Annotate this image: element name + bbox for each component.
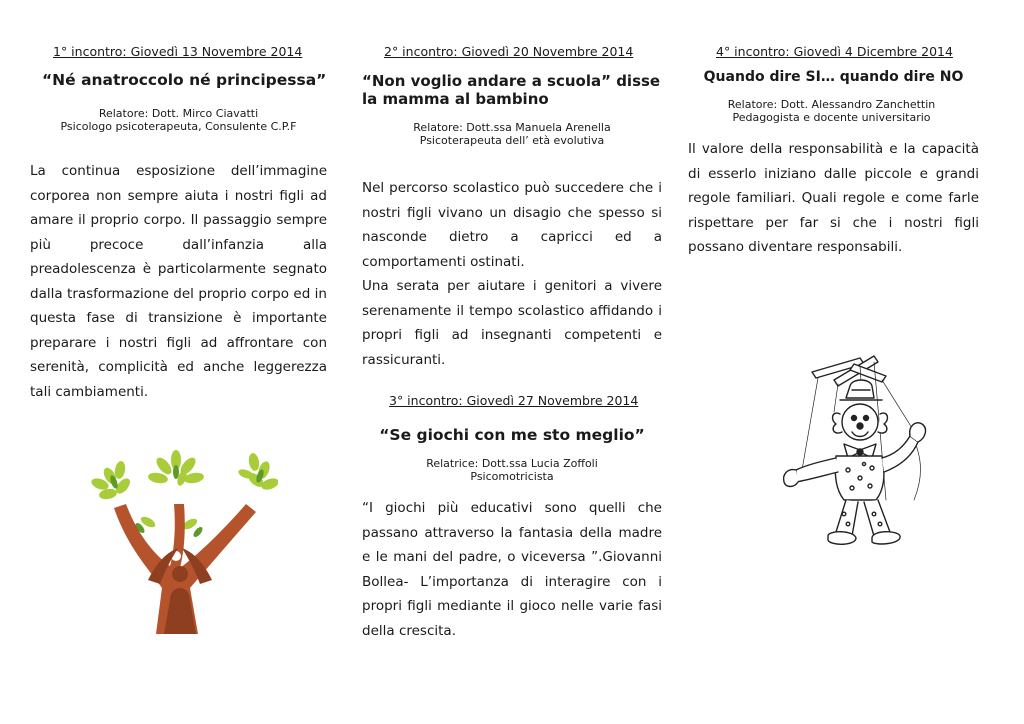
meeting-4-paragraph: Il valore della responsabilità e la capacità di esserlo iniziano dalle piccole e grandi regole familiari. Quali regole e come farle rispettare per far si che i nostri figli possano diventare responsabili. <box>688 141 979 255</box>
meeting-3-speaker-role: Psicomotricista <box>470 470 554 483</box>
meeting-3-paragraph: “I giochi più educativi sono quelli che passano attraverso la fantasia della madre e le mani del padre, o viceversa ”.Giovanni Bollea- L’importanza di interagire con i propri figli mediante il gioco nelle varie fasi della crescita. <box>362 500 662 639</box>
meeting-2-title: “Non voglio andare a scuola” disse la mamma al bambino <box>362 72 661 108</box>
meeting-2-paragraph-1: Nel percorso scolastico può succedere che i nostri figli vivano un disagio che spesso si nasconde dietro a capricci ed a comportamenti ostinati. <box>362 180 662 270</box>
meeting-4-title: Quando dire SI… quando dire NO <box>703 69 964 85</box>
meeting-2-speaker-role: Psicoterapeuta dell’ età evolutiva <box>419 134 605 147</box>
meeting-1-description <box>30 159 327 404</box>
meeting-1-paragraph: La continua esposizione dell’immagine corporea non sempre aiuta i nostri figli ad amare il proprio corpo. Il passaggio sempre più precoce dall’infanzia alla preadolescenza è particolarmente segnato dalla trasformazione del proprio corpo ed in questa fase di transizione è importante preparare i nostri figli ad affrontare con serenità, complicità ed anche leggerezza tali cambiamenti. <box>30 163 327 400</box>
meeting-4-speaker-name: Relatore: Dott. Alessandro Zanchettin <box>727 98 936 111</box>
meeting-4-speaker-role: Pedagogista e docente universitario <box>732 111 931 124</box>
meeting-2-speaker <box>362 121 662 147</box>
clown-marionette-illustration <box>774 350 934 560</box>
meeting-3-description <box>362 496 662 643</box>
meeting-1-speaker-name: Relatore: Dott. Mirco Ciavatti <box>98 107 259 120</box>
meeting-3-date: 3° incontro: Giovedì 27 Novembre 2014 <box>389 393 639 408</box>
meeting-3-speaker-name: Relatrice: Dott.ssa Lucia Zoffoli <box>426 457 598 470</box>
meeting-2-paragraph-2: Una serata per aiutare i genitori a vivere serenamente il tempo scolastico affidando i propri figli ad insegnanti competenti e rassicuranti. <box>362 278 662 368</box>
meeting-3-speaker <box>362 457 662 483</box>
meeting-1-speaker-role: Psicologo psicoterapeuta, Consulente C.P.F <box>60 120 297 133</box>
meeting-4-speaker <box>688 98 975 124</box>
meeting-1-date: 1° incontro: Giovedì 13 Novembre 2014 <box>53 44 303 59</box>
meeting-3-title: “Se giochi con me sto meglio” <box>379 426 645 444</box>
meeting-2-date: 2° incontro: Giovedì 20 Novembre 2014 <box>384 44 634 59</box>
meeting-2-description <box>362 176 662 372</box>
meeting-1-title: “Né anatroccolo né principessa” <box>42 71 327 89</box>
tree-family-logo <box>78 448 278 634</box>
meeting-4-description <box>688 137 979 260</box>
meeting-1-speaker <box>30 107 327 133</box>
meeting-2-speaker-name: Relatore: Dott.ssa Manuela Arenella <box>413 121 611 134</box>
meeting-4-date: 4° incontro: Giovedì 4 Dicembre 2014 <box>716 44 953 59</box>
